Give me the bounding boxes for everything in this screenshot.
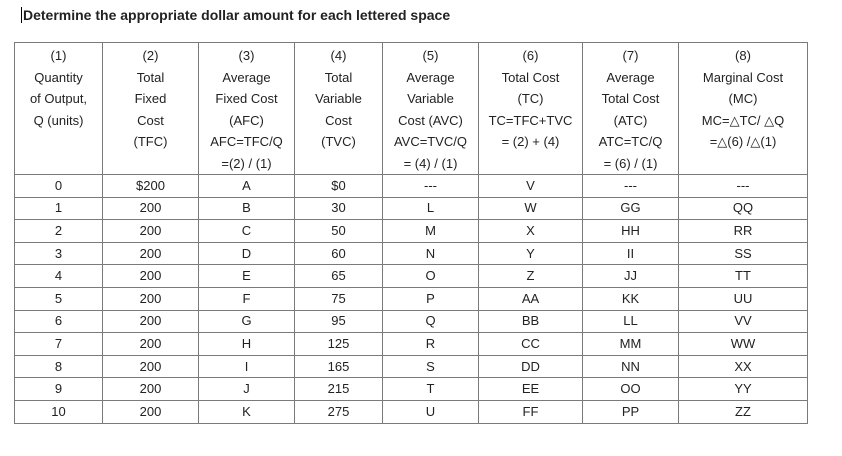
- cell-atc: PP: [583, 400, 679, 423]
- cell-avc: R: [383, 333, 479, 356]
- cell-tc: EE: [479, 378, 583, 401]
- cell-tvc: 275: [295, 400, 383, 423]
- cell-tc: V: [479, 175, 583, 198]
- header-line: TC=TFC+TVC: [488, 112, 573, 128]
- cell-mc: RR: [679, 220, 808, 243]
- cell-atc: II: [583, 242, 679, 265]
- header-line: (8): [735, 48, 751, 63]
- header-line: (TVC): [321, 134, 356, 149]
- header-line: (MC): [728, 91, 758, 106]
- cell-tc: DD: [479, 355, 583, 378]
- cell-avc: P: [383, 287, 479, 310]
- header-line: Total: [136, 69, 165, 85]
- cell-tvc: 60: [295, 242, 383, 265]
- cell-atc: JJ: [583, 265, 679, 288]
- cell-avc: M: [383, 220, 479, 243]
- cell-tfc: 200: [103, 242, 199, 265]
- cell-tc: X: [479, 220, 583, 243]
- cell-tfc: 200: [103, 265, 199, 288]
- header-line: Variable: [407, 91, 454, 106]
- title-text: Determine the appropriate dollar amount for each lettered space: [23, 7, 451, 23]
- cell-mc: SS: [679, 242, 808, 265]
- table-row: [15, 378, 808, 401]
- cell-tc: FF: [479, 400, 583, 423]
- cell-q: 7: [15, 333, 103, 356]
- header-line: AFC=TFC/Q: [210, 134, 283, 149]
- header-line: Total Cost: [501, 69, 560, 85]
- cell-mc: TT: [679, 265, 808, 288]
- table-row: [15, 220, 808, 243]
- table-row: [15, 287, 808, 310]
- header-line: Fixed Cost: [215, 91, 278, 106]
- header-line: Total Cost: [601, 91, 660, 106]
- header-line: Fixed: [134, 91, 167, 106]
- cell-atc: OO: [583, 378, 679, 401]
- header-line: (1): [50, 48, 67, 63]
- cell-afc: B: [199, 197, 295, 220]
- cell-avc: T: [383, 378, 479, 401]
- column-header-tfc: [103, 43, 199, 175]
- header-line: = (4) / (1): [403, 155, 458, 171]
- cell-tfc: 200: [103, 220, 199, 243]
- table-row: [15, 242, 808, 265]
- table-body: [15, 175, 808, 424]
- cell-mc: VV: [679, 310, 808, 333]
- cell-q: 8: [15, 355, 103, 378]
- cell-tvc: 50: [295, 220, 383, 243]
- header-line: = (6) / (1): [603, 155, 658, 171]
- header-line: (2): [142, 48, 159, 63]
- cell-afc: K: [199, 400, 295, 423]
- cell-q: 1: [15, 197, 103, 220]
- cell-tc: BB: [479, 310, 583, 333]
- cell-avc: L: [383, 197, 479, 220]
- header-line: (5): [422, 48, 439, 63]
- cell-tfc: 200: [103, 287, 199, 310]
- header-line: of Output,: [29, 91, 88, 106]
- cell-tvc: 65: [295, 265, 383, 288]
- cell-afc: D: [199, 242, 295, 265]
- header-line: Cost: [325, 112, 352, 128]
- header-line: =△(6) /△(1): [709, 134, 777, 149]
- table-row: [15, 265, 808, 288]
- cost-table: [14, 42, 808, 424]
- cell-afc: G: [199, 310, 295, 333]
- cell-tc: AA: [479, 287, 583, 310]
- header-line: Average: [406, 69, 455, 85]
- cell-mc: ---: [679, 175, 808, 198]
- cell-tvc: 30: [295, 197, 383, 220]
- header-line: AVC=TVC/Q: [393, 134, 468, 149]
- cell-avc: Q: [383, 310, 479, 333]
- column-header-q: [15, 43, 103, 175]
- cell-q: 5: [15, 287, 103, 310]
- cell-mc: UU: [679, 287, 808, 310]
- cell-q: 9: [15, 378, 103, 401]
- cell-tvc: 165: [295, 355, 383, 378]
- text-cursor: [21, 7, 22, 23]
- cell-mc: QQ: [679, 197, 808, 220]
- table-row: [15, 355, 808, 378]
- cell-tvc: 215: [295, 378, 383, 401]
- cell-tc: W: [479, 197, 583, 220]
- cell-avc: U: [383, 400, 479, 423]
- cell-tfc: $200: [103, 175, 199, 198]
- table-row: [15, 175, 808, 198]
- cell-tvc: $0: [295, 175, 383, 198]
- cell-tvc: 95: [295, 310, 383, 333]
- cell-mc: ZZ: [679, 400, 808, 423]
- cell-q: 2: [15, 220, 103, 243]
- header-line: Cost: [137, 112, 164, 128]
- page-title: [21, 7, 450, 23]
- cell-q: 6: [15, 310, 103, 333]
- column-header-atc: [583, 43, 679, 175]
- header-line: (6): [522, 48, 539, 63]
- cell-mc: XX: [679, 355, 808, 378]
- cell-atc: ---: [583, 175, 679, 198]
- table-row: [15, 333, 808, 356]
- cell-afc: A: [199, 175, 295, 198]
- cell-avc: ---: [383, 175, 479, 198]
- cell-afc: I: [199, 355, 295, 378]
- header-line: Average: [222, 69, 271, 85]
- cell-avc: S: [383, 355, 479, 378]
- cell-tfc: 200: [103, 310, 199, 333]
- header-line: Average: [606, 69, 655, 85]
- header-line: = (2) + (4): [501, 134, 560, 149]
- cell-q: 0: [15, 175, 103, 198]
- cell-mc: WW: [679, 333, 808, 356]
- cell-tfc: 200: [103, 333, 199, 356]
- column-header-tc: [479, 43, 583, 175]
- table-row: [15, 310, 808, 333]
- cell-tfc: 200: [103, 400, 199, 423]
- cell-tfc: 200: [103, 197, 199, 220]
- header-line: Marginal Cost: [702, 69, 784, 85]
- header-line: (TC): [517, 91, 544, 106]
- cell-mc: YY: [679, 378, 808, 401]
- cell-atc: GG: [583, 197, 679, 220]
- cell-q: 3: [15, 242, 103, 265]
- column-header-mc: [679, 43, 808, 175]
- cell-atc: LL: [583, 310, 679, 333]
- cell-tc: Y: [479, 242, 583, 265]
- table-row: [15, 197, 808, 220]
- header-line: (TFC): [133, 134, 168, 149]
- column-header-avc: [383, 43, 479, 175]
- header-line: (4): [330, 48, 347, 63]
- cell-q: 4: [15, 265, 103, 288]
- header-row: [15, 43, 808, 175]
- cell-q: 10: [15, 400, 103, 423]
- header-line: MC=△TC/ △Q: [701, 112, 785, 128]
- header-line: (AFC): [229, 112, 264, 128]
- cell-tvc: 125: [295, 333, 383, 356]
- header-line: Variable: [315, 91, 362, 106]
- column-header-tvc: [295, 43, 383, 175]
- header-line: Q (units): [33, 112, 84, 128]
- cell-afc: C: [199, 220, 295, 243]
- cell-afc: H: [199, 333, 295, 356]
- header-line: ATC=TC/Q: [598, 134, 663, 149]
- header-line: Quantity: [34, 69, 83, 85]
- header-line: (ATC): [613, 112, 648, 128]
- cell-avc: O: [383, 265, 479, 288]
- header-line: Cost (AVC): [398, 112, 463, 128]
- cell-afc: E: [199, 265, 295, 288]
- cell-tfc: 200: [103, 355, 199, 378]
- cell-atc: NN: [583, 355, 679, 378]
- cell-tc: Z: [479, 265, 583, 288]
- column-header-afc: [199, 43, 295, 175]
- cell-avc: N: [383, 242, 479, 265]
- cell-atc: HH: [583, 220, 679, 243]
- header-line: (3): [238, 48, 255, 63]
- cell-tvc: 75: [295, 287, 383, 310]
- header-line: (7): [622, 48, 639, 63]
- cell-atc: MM: [583, 333, 679, 356]
- cell-afc: J: [199, 378, 295, 401]
- table-row: [15, 400, 808, 423]
- cell-tc: CC: [479, 333, 583, 356]
- cell-atc: KK: [583, 287, 679, 310]
- header-line: =(2) / (1): [221, 155, 272, 171]
- header-line: Total: [324, 69, 353, 85]
- cell-afc: F: [199, 287, 295, 310]
- cell-tfc: 200: [103, 378, 199, 401]
